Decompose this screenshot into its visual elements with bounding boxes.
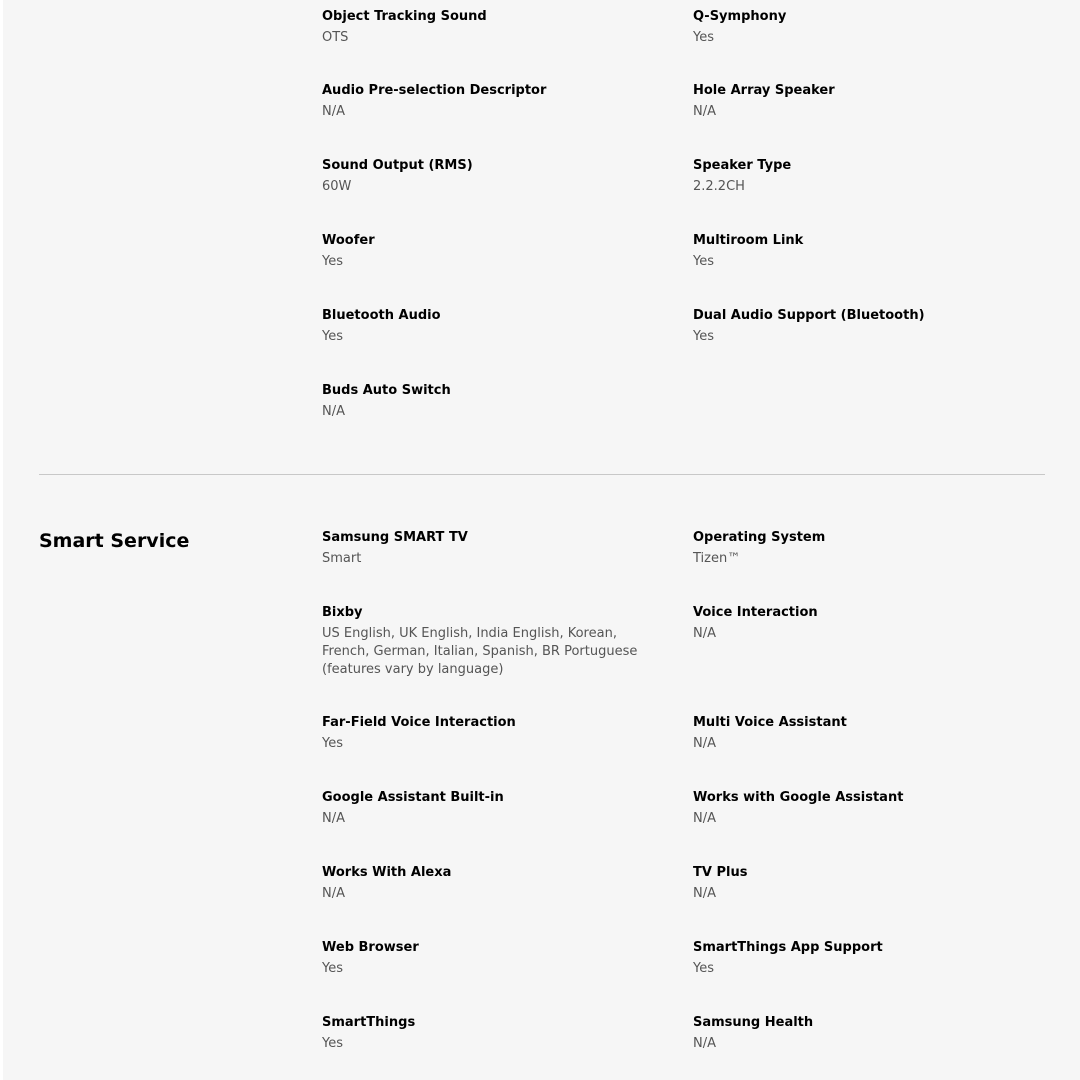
spec-value: N/A [693,104,716,119]
spec-value: OTS [322,30,349,45]
spec-label: Far-Field Voice Interaction [322,715,516,730]
spec-bluetooth-audio [322,307,652,346]
spec-label: Multiroom Link [693,233,804,248]
spec-label: Hole Array Speaker [693,83,835,98]
spec-hole-array-speaker [693,82,1053,121]
spec-value: Tizen™ [693,551,741,566]
spec-label: Woofer [322,233,375,248]
spec-value: Yes [693,30,714,45]
spec-label: SmartThings App Support [693,940,883,955]
spec-value: N/A [322,404,345,419]
spec-value: Yes [322,254,343,269]
spec-value: Yes [322,1036,343,1051]
section-divider [39,474,1045,475]
spec-label: SmartThings [322,1015,416,1030]
spec-value: 60W [322,179,352,194]
spec-label: Buds Auto Switch [322,383,451,398]
spec-value: N/A [693,886,716,901]
spec-label: Audio Pre-selection Descriptor [322,83,547,98]
spec-value: Yes [322,329,343,344]
spec-label: Samsung SMART TV [322,530,468,545]
spec-value: Yes [322,736,343,751]
spec-label: TV Plus [693,865,748,880]
spec-label: Web Browser [322,940,419,955]
spec-object-tracking-sound [322,8,652,47]
spec-value: US English, UK English, India English, Korean, French, German, Italian, Spanish, BR Portuguese (features vary by language) [322,626,638,677]
spec-label: Works With Alexa [322,865,452,880]
spec-label: Voice Interaction [693,605,818,620]
spec-value: N/A [322,104,345,119]
spec-value: N/A [322,811,345,826]
spec-q-symphony [693,8,1053,47]
spec-value: Yes [693,961,714,976]
spec-works-with-google-assistant [693,789,1053,828]
spec-label: Object Tracking Sound [322,9,487,24]
spec-buds-auto-switch [322,382,652,421]
spec-value: 2.2.2CH [693,179,745,194]
spec-speaker-type [693,157,1053,196]
spec-label: Dual Audio Support (Bluetooth) [693,308,925,323]
spec-value: N/A [693,811,716,826]
spec-far-field-voice-interaction [322,714,652,753]
spec-tv-plus [693,864,1053,903]
section-title-smart-service: Smart Service [39,530,190,552]
spec-audio-preselection-descriptor [322,82,652,121]
spec-value: N/A [322,886,345,901]
spec-google-assistant-built-in [322,789,652,828]
spec-value: N/A [693,626,716,641]
spec-dual-audio-support [693,307,1053,346]
spec-label: Samsung Health [693,1015,814,1030]
spec-page [3,0,1080,1080]
spec-value: Smart [322,551,362,566]
spec-operating-system [693,529,1053,568]
spec-voice-interaction [693,604,1053,643]
spec-multi-voice-assistant [693,714,1053,753]
spec-multiroom-link [693,232,1053,271]
spec-label: Speaker Type [693,158,792,173]
spec-label: Multi Voice Assistant [693,715,847,730]
spec-smartthings-app-support [693,939,1053,978]
spec-samsung-smart-tv [322,529,652,568]
spec-value: Yes [693,329,714,344]
spec-bixby [322,604,652,679]
spec-label: Sound Output (RMS) [322,158,473,173]
spec-label: Bixby [322,605,363,620]
spec-sound-output [322,157,652,196]
spec-woofer [322,232,652,271]
spec-label: Works with Google Assistant [693,790,904,805]
spec-value: Yes [693,254,714,269]
spec-value: N/A [693,1036,716,1051]
spec-label: Q-Symphony [693,9,787,24]
spec-label: Google Assistant Built-in [322,790,504,805]
spec-works-with-alexa [322,864,652,903]
spec-smartthings [322,1014,652,1053]
spec-label: Operating System [693,530,826,545]
spec-value: N/A [693,736,716,751]
spec-label: Bluetooth Audio [322,308,441,323]
spec-web-browser [322,939,652,978]
spec-samsung-health [693,1014,1053,1053]
spec-value: Yes [322,961,343,976]
